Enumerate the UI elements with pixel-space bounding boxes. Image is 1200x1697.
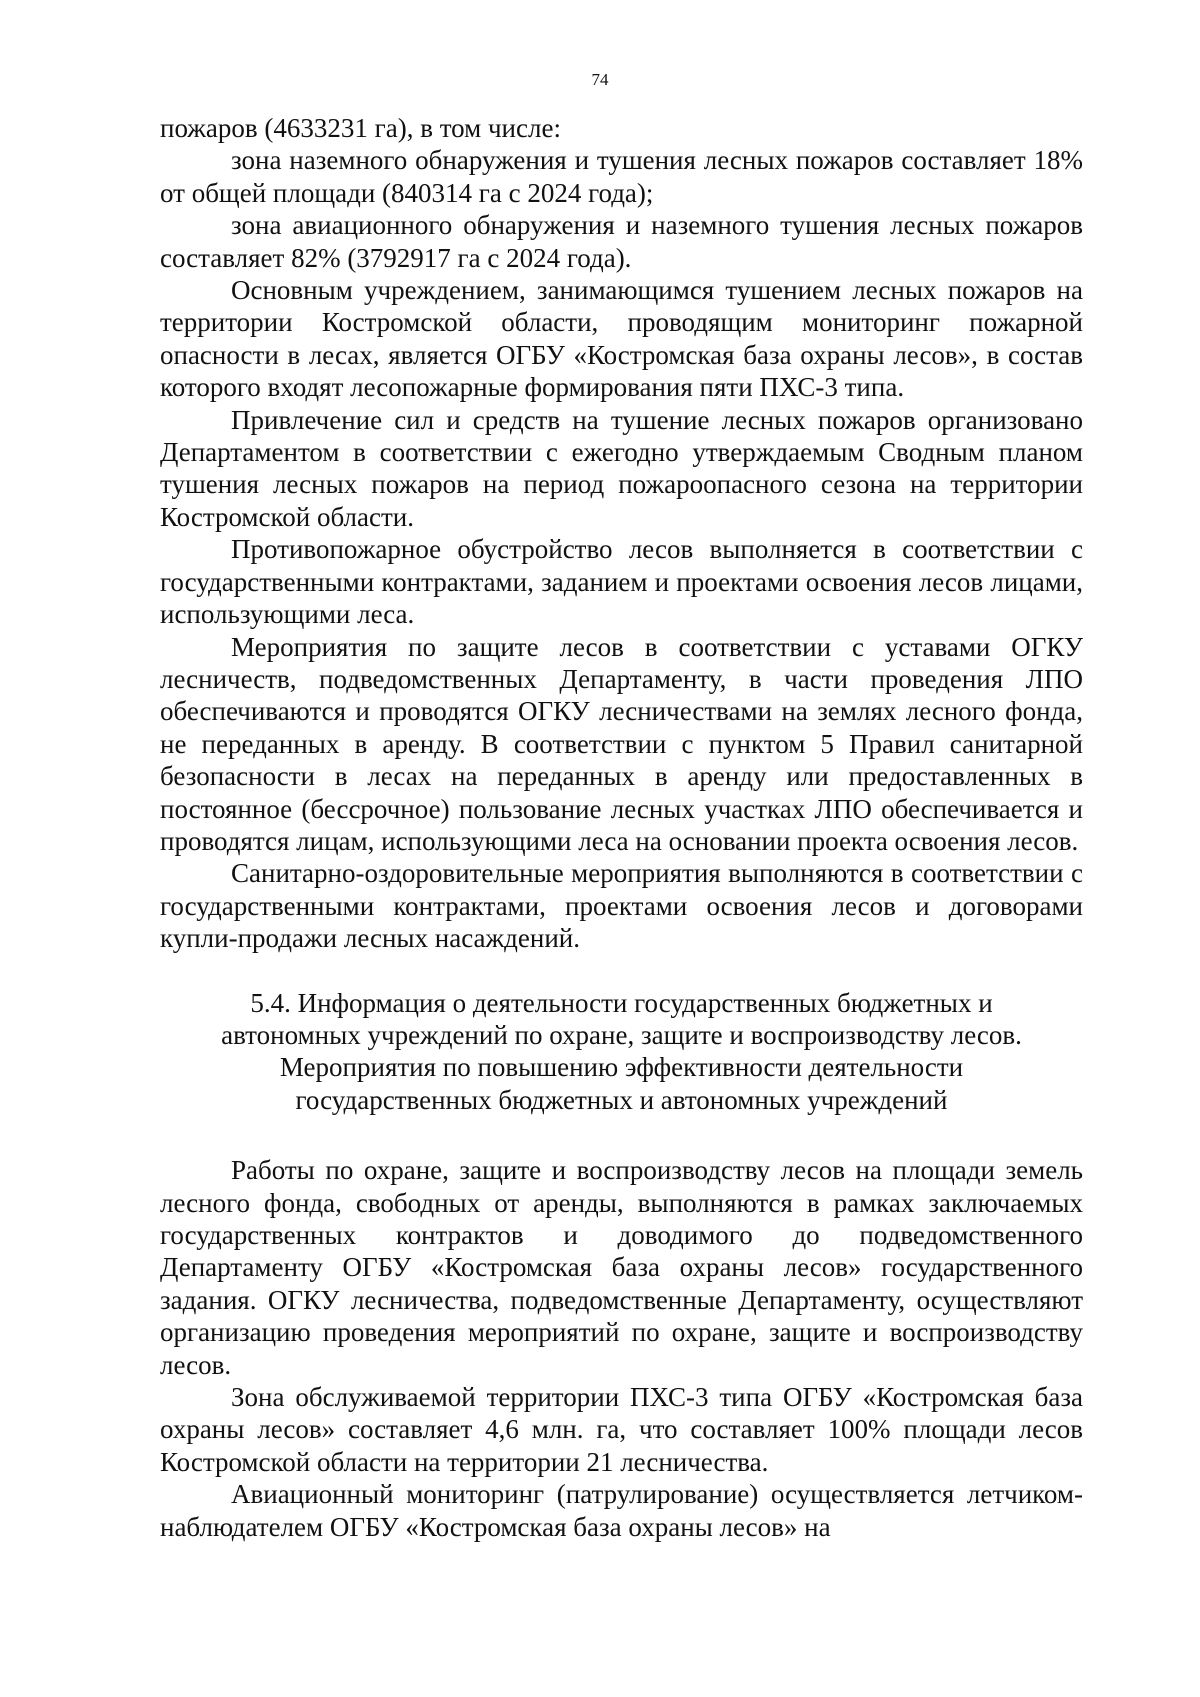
paragraph: Противопожарное обустройство лесов выполняется в соответствии с государственными контрактами, заданием и проектами освоения лесов лицами, использующими леса. (160, 534, 1083, 630)
paragraph: Авиационный мониторинг (патрулирование) осуществляется летчиком-наблюдателем ОГБУ «Костромская база охраны лесов» на (160, 1479, 1083, 1542)
paragraph: Основным учреждением, занимающимся тушением лесных пожаров на территории Костромской области, проводящим мониторинг пожарной опасности в лесах, является ОГБУ «Костромская база охраны лесов», в состав которого входят лесопожарные формирования пяти ПХС-3 типа. (160, 275, 1083, 403)
heading-line: государственных бюджетных и автономных учреждений (295, 1084, 948, 1115)
section-heading (160, 987, 1083, 1117)
heading-line: 5.4. Информация о деятельности государственных бюджетных и (250, 987, 993, 1018)
paragraph: Мероприятия по защите лесов в соответствии с уставами ОГКУ лесничеств, подведомственных Департаменту, в части проведения ЛПО обеспечиваются и проводятся ОГКУ лесничествами на землях лесного фонда, не переданных в аренду. В соответствии с пунктом 5 Правил санитарной безопасности в лесах на переданных в аренду или предоставленных в постоянное (бессрочное) пользование лесных участках ЛПО обеспечивается и проводятся лицам, использующими леса на основании проекта освоения лесов. (160, 631, 1083, 856)
paragraph: зона авиационного обнаружения и наземного тушения лесных пожаров составляет 82% (3792917 га с 2024 года). (160, 210, 1083, 273)
paragraph: Зона обслуживаемой территории ПХС-3 типа ОГБУ «Костромская база охраны лесов» составляет 4,6 млн. га, что составляет 100% площади лесов Костромской области на территории 21 лесничества. (160, 1382, 1083, 1477)
page-number: 74 (591, 70, 609, 89)
paragraph: Санитарно-оздоровительные мероприятия выполняются в соответствии с государственными контрактами, проектами освоения лесов и договорами купли-продажи лесных насаждений. (160, 858, 1083, 954)
document-body (160, 112, 1083, 1543)
heading-line: автономных учреждений по охране, защите и воспроизводству лесов. (221, 1019, 1022, 1050)
paragraph: пожаров (4633231 га), в том числе: (160, 113, 561, 143)
heading-line: Мероприятия по повышению эффективности деятельности (279, 1052, 964, 1083)
paragraph: Работы по охране, защите и воспроизводству лесов на площади земель лесного фонда, свободных от аренды, выполняются в рамках заключаемых государственных контрактов и доводимого до подведомственного Департаменту ОГБУ «Костромская база охраны лесов» государственного задания. ОГКУ лесничества, подведомственные Департаменту, осуществляют организацию проведения мероприятий по охране, защите и воспроизводству лесов. (160, 1155, 1083, 1380)
paragraph: Привлечение сил и средств на тушение лесных пожаров организовано Департаментом в соответствии с ежегодно утверждаемым Сводным планом тушения лесных пожаров на период пожароопасного сезона на территории Костромской области. (160, 404, 1083, 532)
paragraph: зона наземного обнаружения и тушения лесных пожаров составляет 18% от общей площади (840314 га с 2024 года); (160, 145, 1083, 208)
